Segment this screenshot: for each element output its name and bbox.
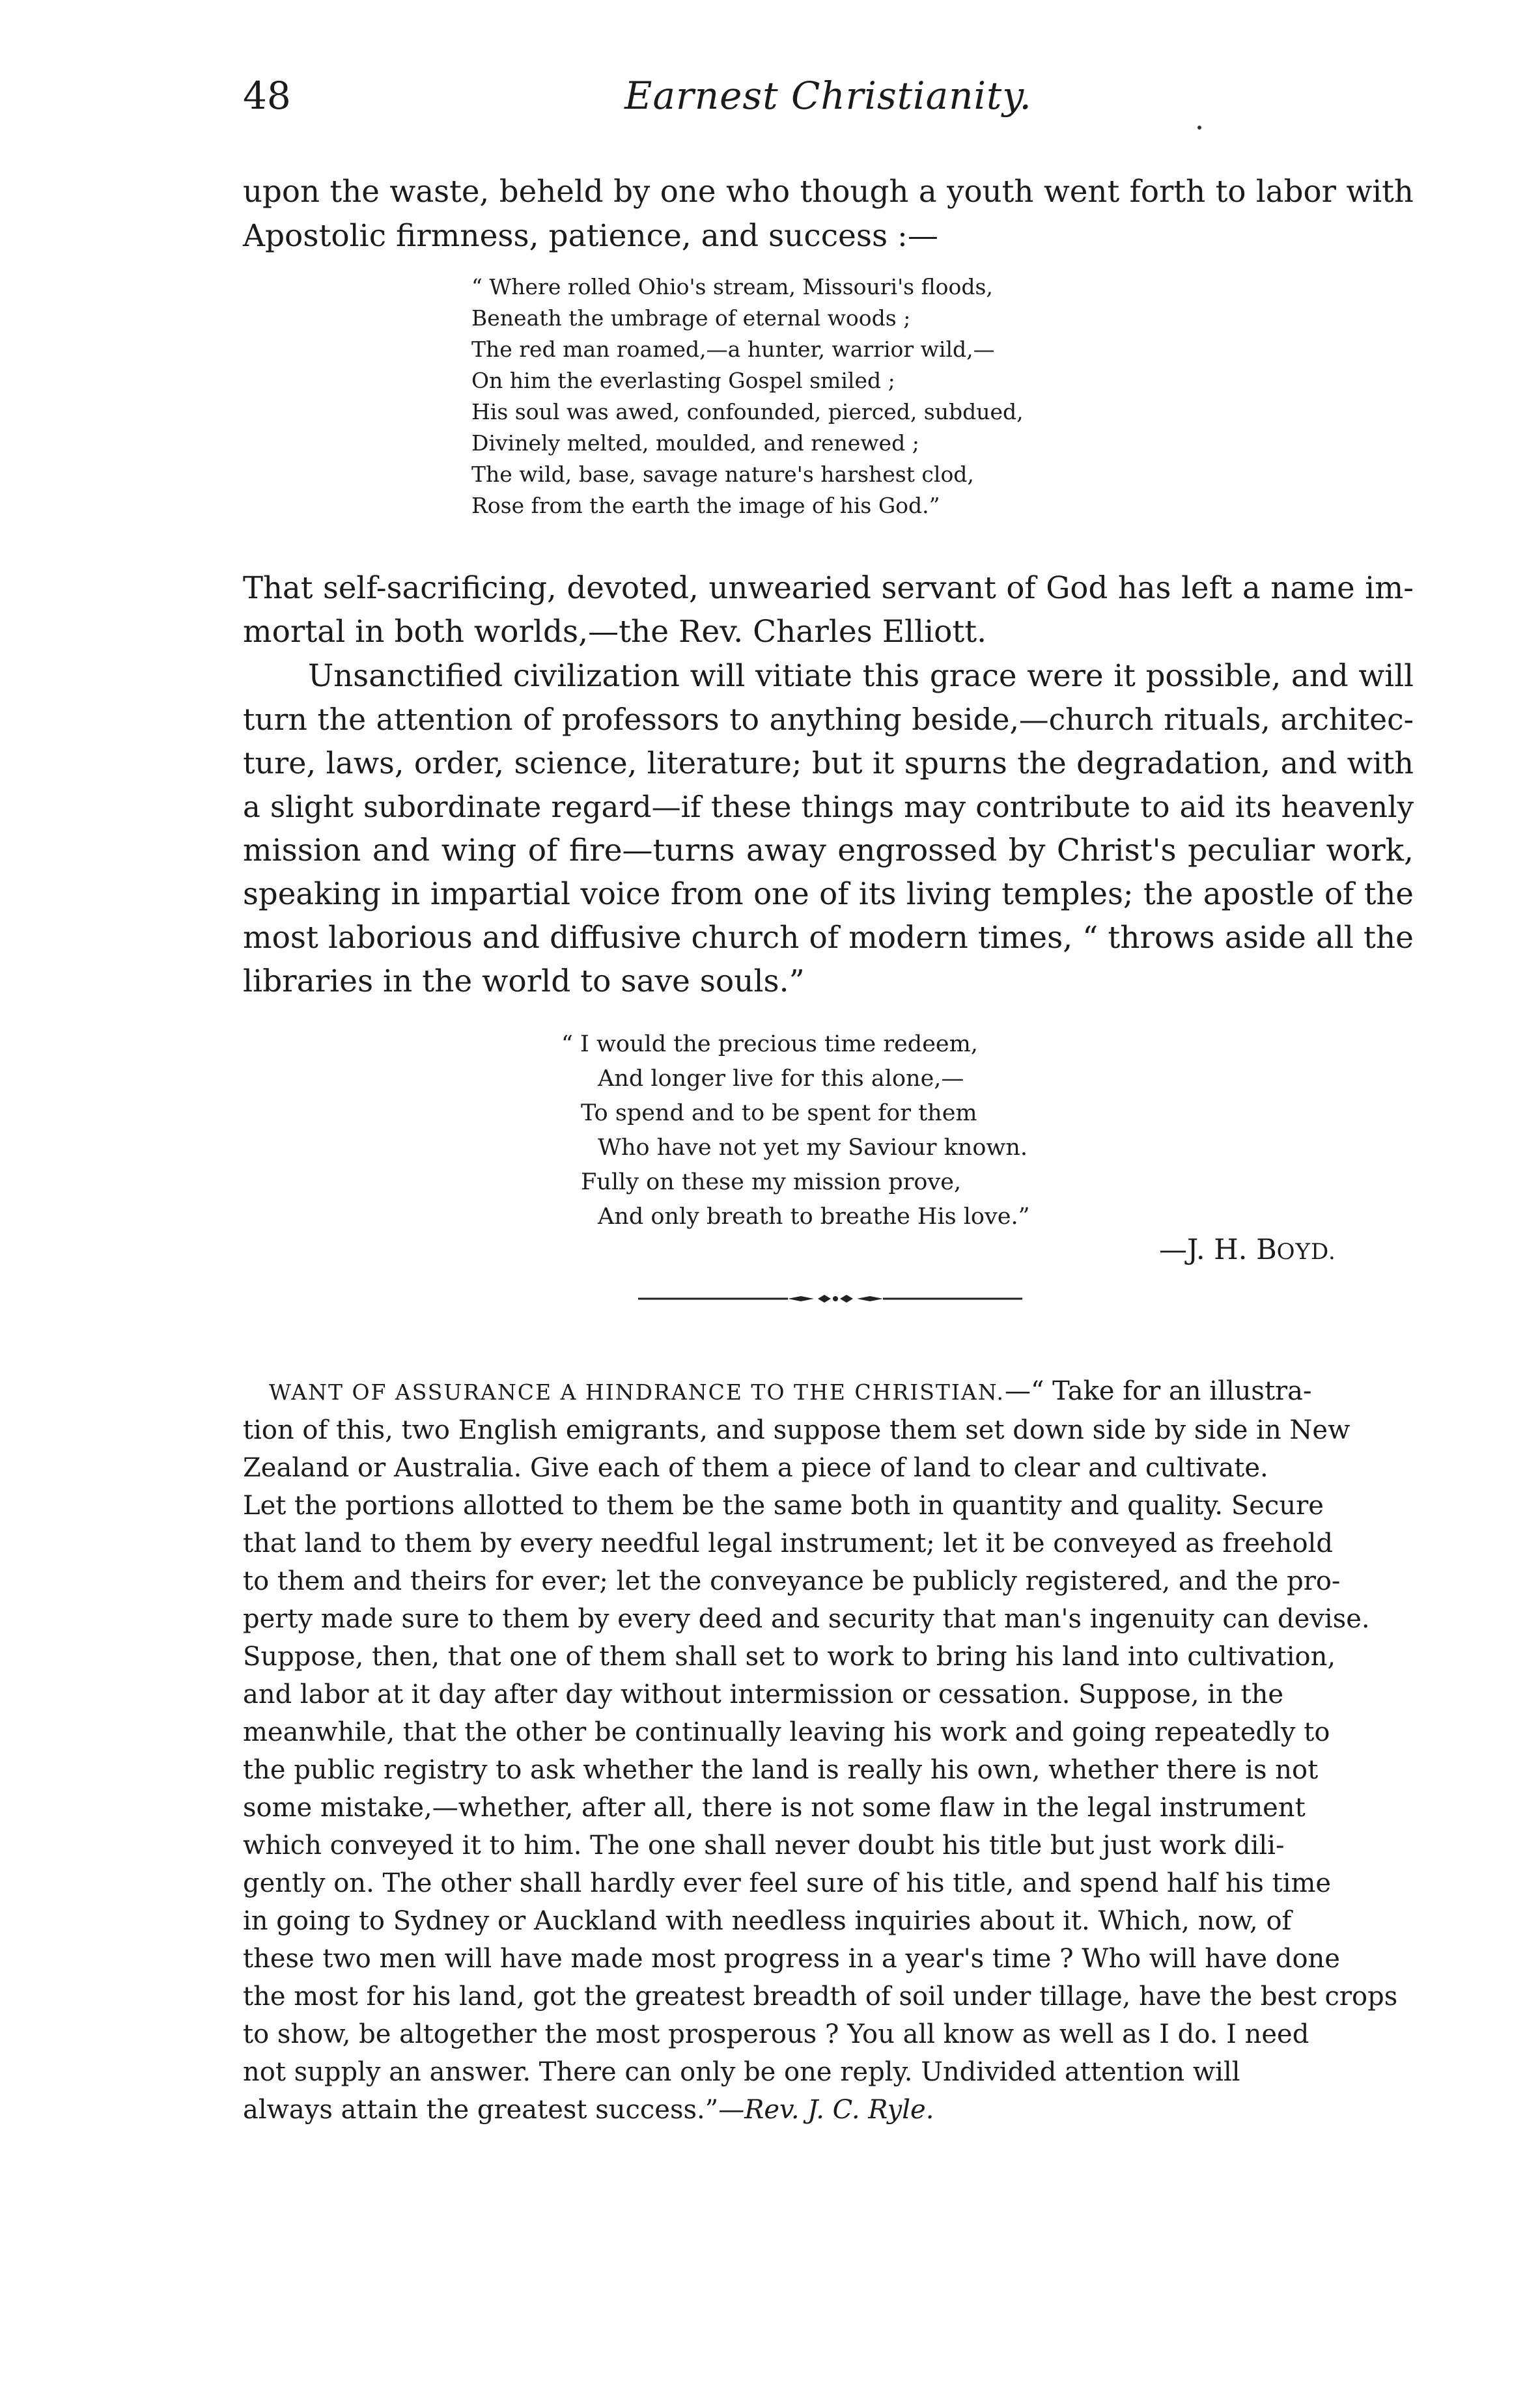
text-line: —“ Take for an illustra- — [1005, 1376, 1312, 1406]
poem-line: To spend and to be spent for them — [581, 1100, 977, 1126]
text-line: speaking in impartial voice from one of its living temples; the apostle of the — [243, 876, 1414, 911]
text-line: Unsanctified civilization will vitiate this grace were it possible, and will — [308, 658, 1414, 693]
text-line: always attain the greatest success.” — [243, 2095, 719, 2125]
article-first-line — [243, 1372, 1414, 1411]
text-line: a slight subordinate regard—if these things may contribute to aid its heavenly — [243, 790, 1414, 824]
poem-line: Rose from the earth the image of his God.” — [471, 493, 940, 518]
text-line: That self-sacrificing, devoted, unwearied servant of God has left a name im- — [243, 570, 1414, 605]
signature-smallcaps: OYD. — [1276, 1239, 1336, 1265]
text-line: these two men will have made most progress in a year's time ? Who will have done — [243, 1944, 1340, 1974]
signature-text: —J. H. B — [1159, 1234, 1277, 1266]
text-line: libraries in the world to save souls.” — [243, 963, 805, 999]
article-title: WANT OF ASSURANCE A HINDRANCE TO THE CHRISTIAN. — [269, 1379, 1005, 1405]
text-line: the most for his land, got the greatest breadth of soil under tillage, have the best crops — [243, 1982, 1398, 2012]
poem-line: “ I would the precious time redeem, — [561, 1031, 978, 1057]
text-line: some mistake,—whether, after all, there is not some flaw in the legal instrument — [243, 1793, 1306, 1823]
text-line: which conveyed it to him. The one shall never doubt his title but just work dili- — [243, 1831, 1285, 1861]
text-line: upon the waste, beheld by one who though a youth went forth to labor with — [243, 174, 1414, 210]
page-number: 48 — [243, 74, 291, 118]
text-line: most laborious and diffusive church of modern times, “ throws aside all the — [243, 920, 1414, 956]
article-assurance — [243, 1372, 1414, 2129]
article-last-line — [243, 2091, 1414, 2129]
text-line: Let the portions allotted to them be the same both in quantity and quality. Secure — [243, 1491, 1324, 1521]
text-line: and labor at it day after day without intermission or cessation. Suppose, in the — [243, 1680, 1284, 1709]
poem-line: “ Where rolled Ohio's stream, Missouri's floods, — [471, 274, 993, 299]
text-line: the public registry to ask whether the land is really his own, whether there is not — [243, 1755, 1319, 1785]
poem-line: Who have not yet my Saviour known. — [598, 1135, 1028, 1161]
article-attribution: —Rev. J. C. Ryle. — [718, 2095, 934, 2125]
poem-line: And longer live for this alone,— — [598, 1066, 964, 1092]
poem-line: His soul was awed, confounded, pierced, subdued, — [471, 399, 1024, 424]
text-line: that land to them by every needful legal instrument; let it be conveyed as freehold — [243, 1529, 1333, 1558]
text-line: Zealand or Australia. Give each of them a piece of land to clear and cultivate. — [243, 1453, 1268, 1483]
poem-line: The wild, base, savage nature's harshest clod, — [471, 462, 974, 487]
text-line: Apostolic firmness, patience, and success :— — [243, 218, 938, 254]
text-line: to them and theirs for ever; let the conveyance be publicly registered, and the pro- — [243, 1566, 1341, 1596]
page-header — [243, 74, 1414, 129]
text-line: mission and wing of fire—turns away engrossed by Christ's peculiar work, — [243, 833, 1414, 868]
poem-line: On him the everlasting Gospel smiled ; — [471, 368, 895, 393]
poem-line: And only breath to breathe His love.” — [598, 1204, 1030, 1230]
poem-line: Divinely melted, moulded, and renewed ; — [471, 430, 919, 456]
running-title: Earnest Christianity. — [624, 74, 1032, 118]
decorative-dot — [1197, 126, 1201, 130]
text-line: perty made sure to them by every deed and security that man's ingenuity can devise. — [243, 1604, 1370, 1634]
text-line: to show, be altogether the most prosperous ? You all know as well as I do. I need — [243, 2019, 1309, 2049]
text-line: meanwhile, that the other be continually leaving his work and going repeatedly to — [243, 1717, 1330, 1747]
text-line: mortal in both worlds,—the Rev. Charles Elliott. — [243, 614, 987, 650]
poem-charles-elliott — [471, 271, 1024, 521]
text-line: not supply an answer. There can only be one reply. Undivided attention will — [243, 2057, 1240, 2087]
ornamental-divider — [638, 1292, 1022, 1305]
poem-line: Fully on these my mission prove, — [581, 1169, 962, 1195]
paragraph-civilization — [243, 654, 1414, 1003]
paragraph-elliott — [243, 566, 1414, 654]
text-line: turn the attention of professors to anything beside,—church rituals, architec- — [243, 702, 1414, 737]
text-line: tion of this, two English emigrants, and suppose them set down side by side in New — [243, 1415, 1350, 1445]
text-line: in going to Sydney or Auckland with needless inquiries about it. Which, now, of — [243, 1906, 1292, 1936]
paragraph-opening — [243, 171, 1414, 258]
text-line: gently on. The other shall hardly ever feel sure of his title, and spend half his time — [243, 1868, 1332, 1898]
signature-boyd — [1159, 1234, 1336, 1266]
poem-line: The red man roamed,—a hunter, warrior wild,— — [471, 337, 995, 362]
poem-line: Beneath the umbrage of eternal woods ; — [471, 305, 911, 331]
poem-boyd — [561, 1027, 1030, 1234]
text-line: Suppose, then, that one of them shall set to work to bring his land into cultivation, — [243, 1642, 1336, 1672]
text-line: ture, laws, order, science, literature; but it spurns the degradation, and with — [243, 745, 1414, 781]
